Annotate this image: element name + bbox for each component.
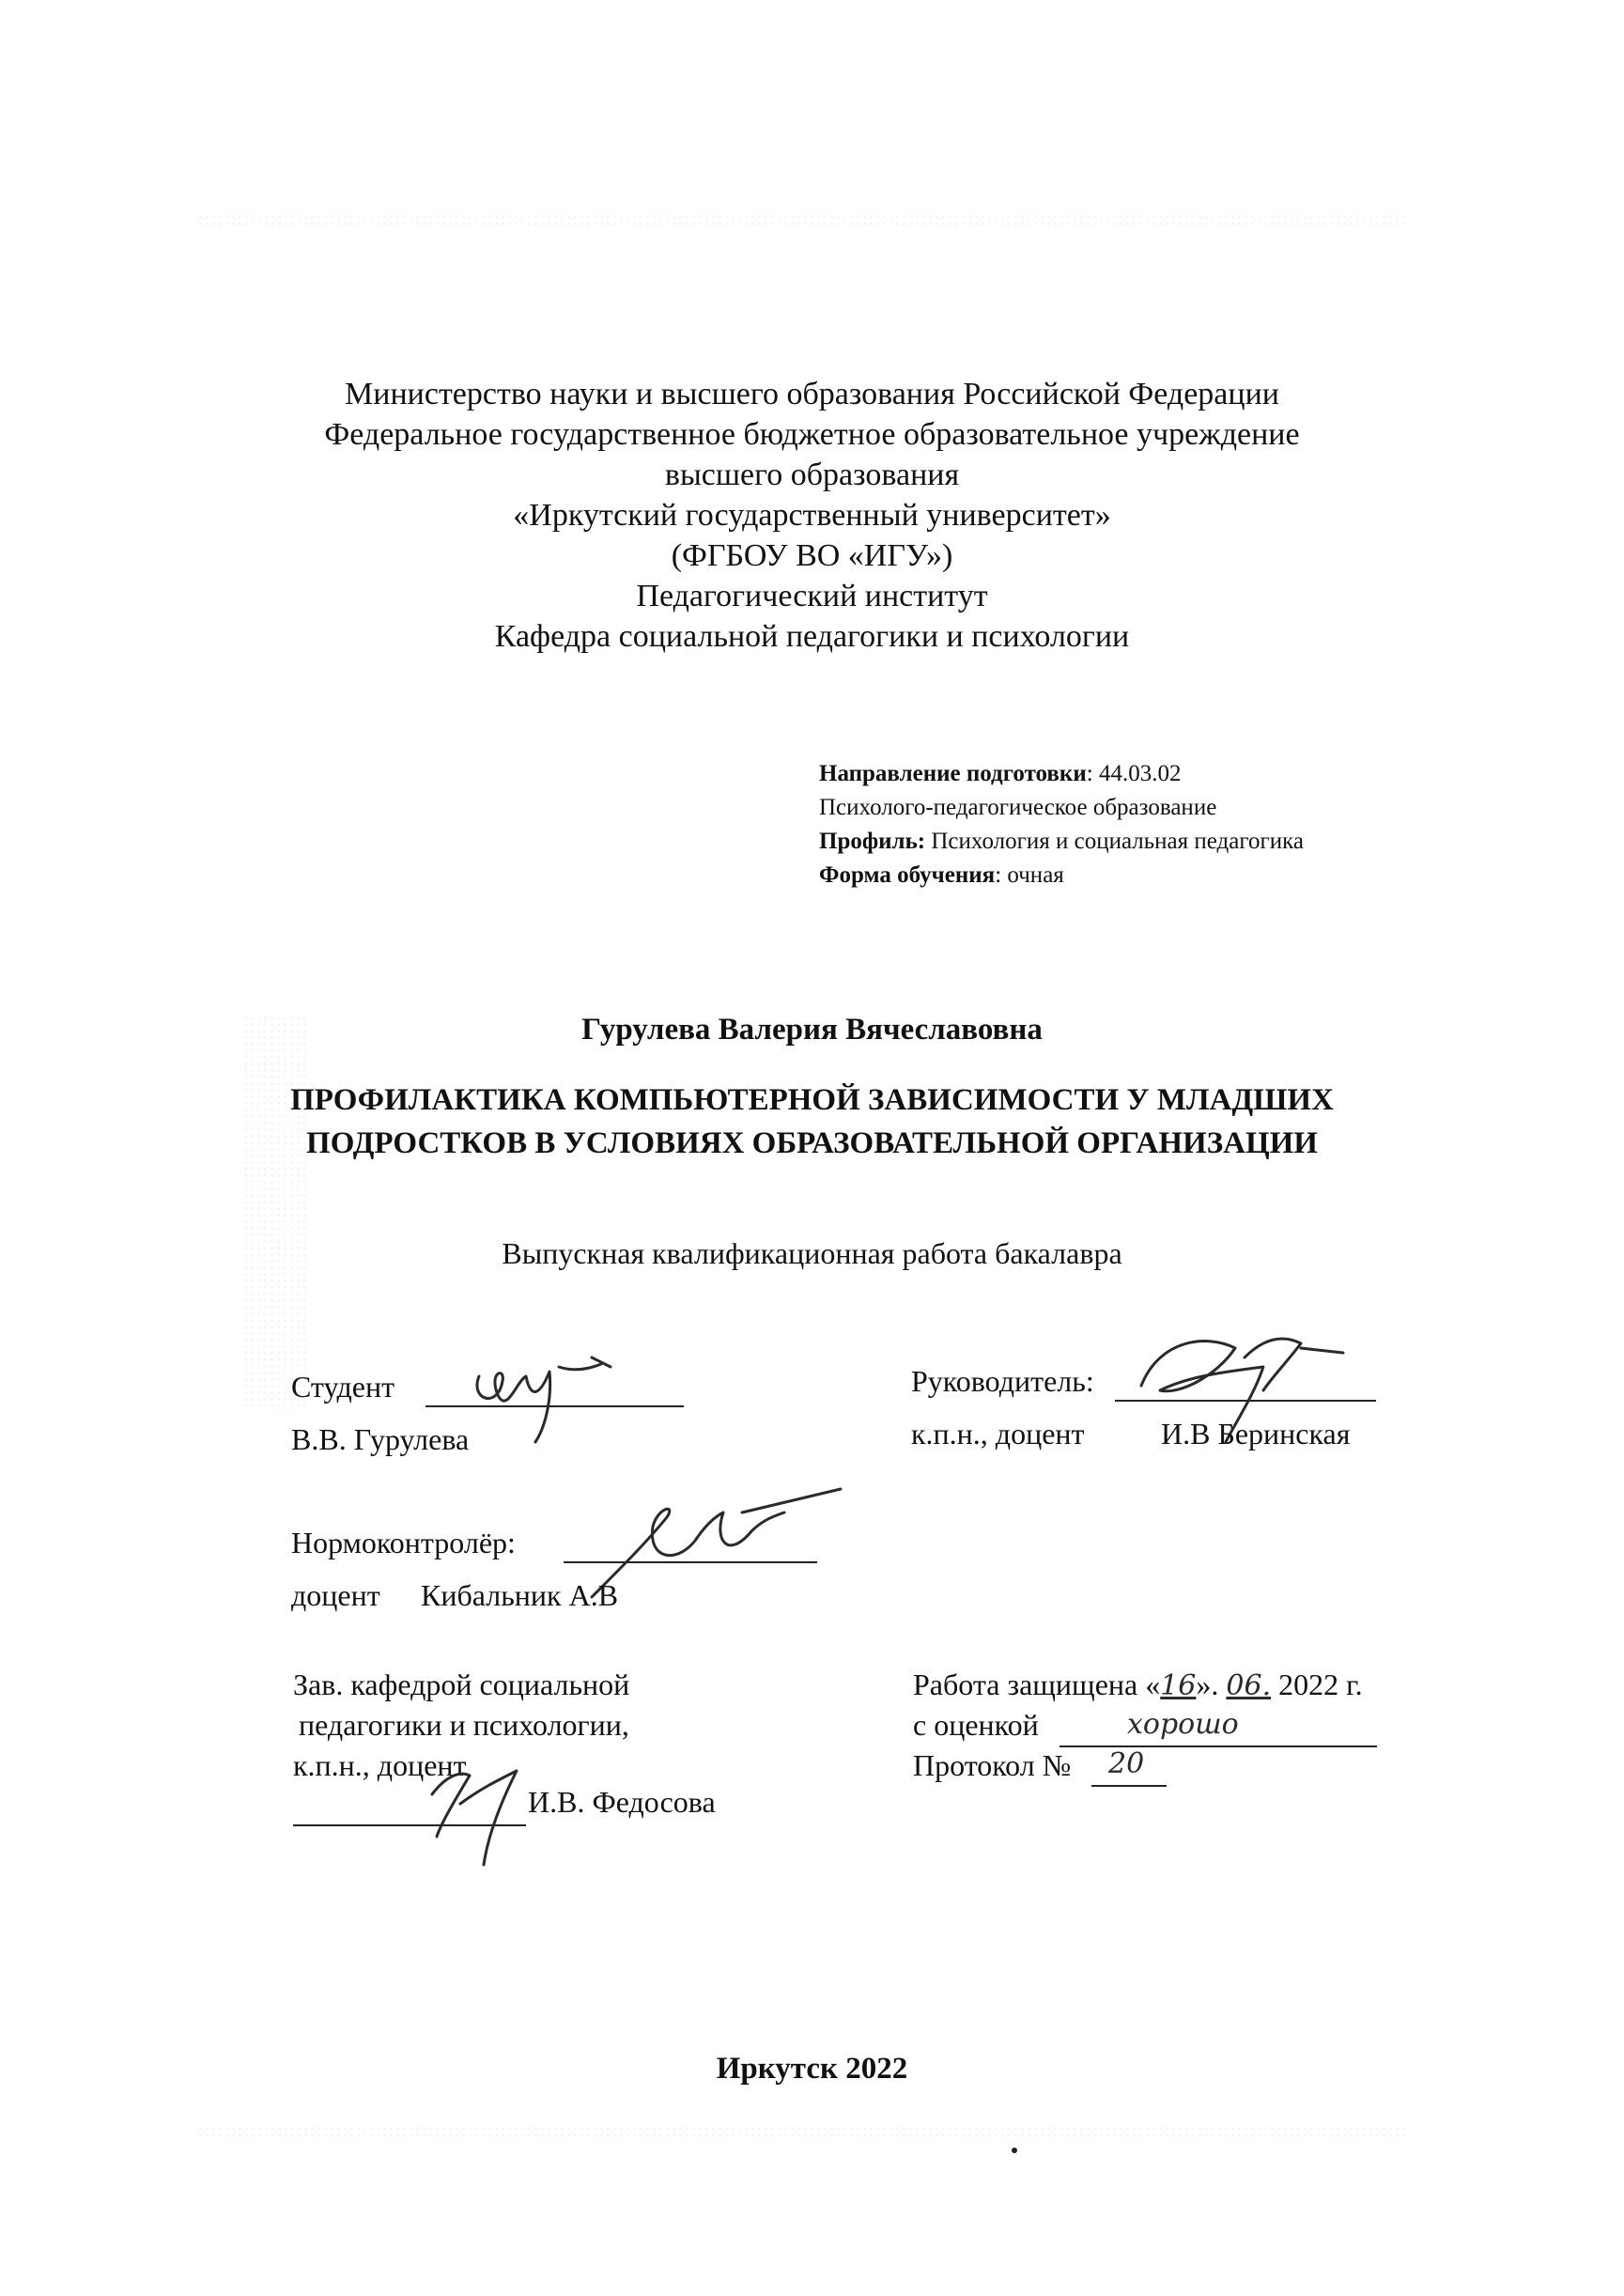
header-line: Министерство науки и высшего образования Российской Федерации [345,377,1279,411]
defense-separator: ». [1196,1668,1219,1701]
normcontrol-position: доцент [291,1578,380,1612]
student-signature [460,1343,629,1447]
grade-line [1059,1745,1377,1747]
student-label: Студент [291,1370,395,1404]
institution-header [0,374,1624,657]
header-line: «Иркутский государственный университет» [513,498,1111,533]
profile-value: Психология и социальная педагогика [925,829,1304,854]
direction-label: Направление подготовки [819,761,1087,786]
program-info [819,757,1304,892]
profile-label: Профиль: [819,829,926,854]
direction-name: Психолого-педагогическое образование [819,795,1217,820]
grade-label: с оценкой [913,1708,1039,1742]
header-line: (ФГБОУ ВО «ИГУ») [671,538,953,573]
protocol-line [1091,1785,1167,1787]
head-signature [413,1747,535,1869]
form-label: Форма обучения [819,862,996,888]
profile-line [819,825,1304,859]
supervisor-label: Руководитель: [911,1364,1094,1398]
head-name: И.В. Федосова [528,1785,716,1819]
direction-line [819,757,1304,791]
defense-day: 16 [1160,1669,1197,1702]
defense-prefix: Работа защищена « [913,1668,1161,1701]
protocol-label: Протокол № [913,1748,1072,1782]
scan-noise-top [197,214,1409,225]
author-name: Гурулева Валерия Вячеславовна [581,1013,1043,1047]
supervisor-degree: к.п.н., доцент [911,1417,1085,1451]
supervisor-name: И.В Беринская [1161,1417,1351,1451]
city-year: Иркутск 2022 [716,2052,908,2086]
defense-month: 06. [1226,1669,1272,1702]
student-name: В.В. Гурулева [291,1422,470,1456]
scan-noise-left [242,1015,308,1409]
normcontrol-name: Кибальник А.В [421,1578,619,1612]
header-line: Педагогический институт [636,579,988,613]
form-line [819,859,1304,892]
header-line: Федеральное государственное бюджетное образовательное учреждение [324,417,1300,452]
head-title-line2: педагогики и психологии, [299,1708,629,1742]
normcontrol-label: Нормоконтролёр: [291,1526,516,1559]
defense-line [913,1668,1363,1702]
direction-code: : 44.03.02 [1086,761,1182,786]
header-line: Кафедра социальной педагогики и психологии [494,619,1130,654]
form-value: : очная [995,862,1064,888]
title-line: ПОДРОСТКОВ В УСЛОВИЯХ ОБРАЗОВАТЕЛЬНОЙ ОРГАНИЗАЦИИ [306,1126,1318,1160]
defense-year: 2022 г. [1278,1668,1363,1701]
head-degree: к.п.н., доцент [293,1748,467,1782]
head-title-line1: Зав. кафедрой социальной [293,1668,630,1701]
thesis-title [0,1078,1624,1165]
header-line: высшего образования [664,458,960,492]
scan-noise-bottom [197,2125,1409,2138]
grade-value: хорошо [1127,1708,1239,1741]
work-type: Выпускная квалификационная работа бакалавра [502,1236,1122,1270]
scan-dot [1012,2148,1017,2153]
title-line: ПРОФИЛАКТИКА КОМПЬЮТЕРНОЙ ЗАВИСИМОСТИ У МЛАДШИХ [290,1083,1334,1117]
protocol-number: 20 [1108,1747,1145,1780]
